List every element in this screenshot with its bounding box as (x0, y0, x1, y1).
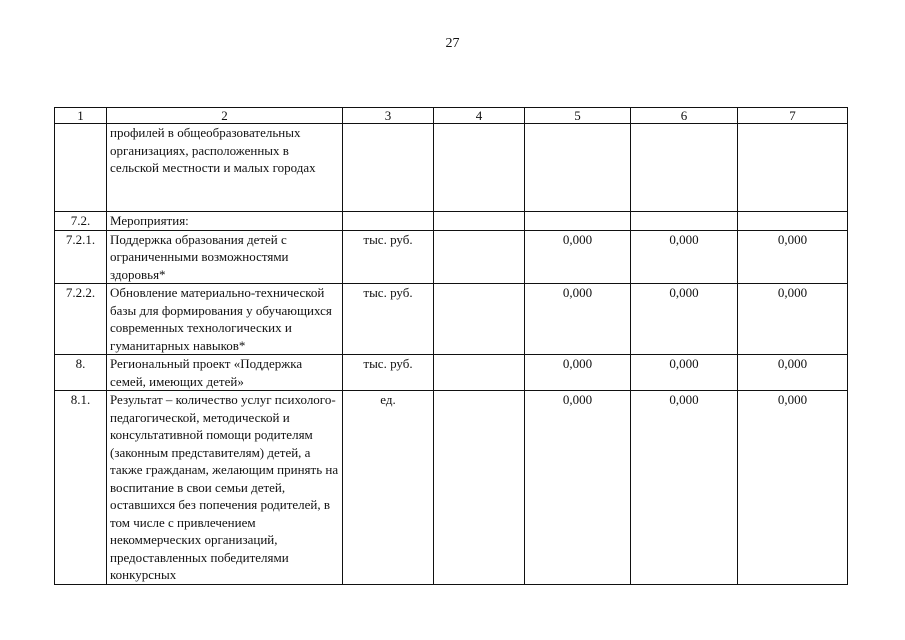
row-col5 (525, 124, 631, 212)
row-col4 (434, 230, 525, 284)
column-header-6: 6 (631, 108, 738, 124)
column-header-2: 2 (107, 108, 343, 124)
row-name: Результат – количество услуг психолого-педагогической, методической и консультативной помощи родителям (законным представителям) детей, а также гражданам, желающим принять на воспитание в свои семьи детей, оставшихся без попечения родителей, в том числе с привлечением некоммерческих организаций, предоставленных победителями конкурсных (107, 391, 343, 585)
row-name: профилей в общеобразовательных организациях, расположенных в сельской местности и малых городах (107, 124, 343, 212)
row-col6: 0,000 (631, 355, 738, 391)
row-unit: тыс. руб. (343, 230, 434, 284)
row-col7: 0,000 (738, 391, 848, 585)
row-col7: 0,000 (738, 284, 848, 355)
row-name: Региональный проект «Поддержка семей, имеющих детей» (107, 355, 343, 391)
column-header-1: 1 (55, 108, 107, 124)
row-number: 8. (55, 355, 107, 391)
table-row (55, 124, 848, 212)
page-number: 27 (445, 36, 460, 51)
row-col7: 0,000 (738, 230, 848, 284)
table-row (55, 212, 848, 231)
row-col6 (631, 124, 738, 212)
column-header-4: 4 (434, 108, 525, 124)
row-unit: тыс. руб. (343, 355, 434, 391)
row-col4 (434, 212, 525, 231)
row-unit (343, 124, 434, 212)
column-header-7: 7 (738, 108, 848, 124)
row-col6: 0,000 (631, 230, 738, 284)
table-row (55, 391, 848, 585)
row-number: 8.1. (55, 391, 107, 585)
data-table (54, 107, 848, 585)
row-unit: ед. (343, 391, 434, 585)
row-col5 (525, 212, 631, 231)
row-number (55, 124, 107, 212)
row-col6: 0,000 (631, 284, 738, 355)
row-unit: тыс. руб. (343, 284, 434, 355)
row-col7: 0,000 (738, 355, 848, 391)
column-header-5: 5 (525, 108, 631, 124)
table-row (55, 230, 848, 284)
row-col5: 0,000 (525, 284, 631, 355)
table-row (55, 284, 848, 355)
row-name: Поддержка образования детей с ограниченными возможностями здоровья* (107, 230, 343, 284)
row-name: Обновление материально-технической базы для формирования у обучающихся современных технологических и гуманитарных навыков* (107, 284, 343, 355)
row-col7 (738, 124, 848, 212)
row-number: 7.2.2. (55, 284, 107, 355)
row-col5: 0,000 (525, 391, 631, 585)
row-col4 (434, 355, 525, 391)
row-unit (343, 212, 434, 231)
row-col5: 0,000 (525, 355, 631, 391)
row-col6 (631, 212, 738, 231)
row-col7 (738, 212, 848, 231)
row-number: 7.2.1. (55, 230, 107, 284)
row-col4 (434, 391, 525, 585)
table-row (55, 355, 848, 391)
column-header-3: 3 (343, 108, 434, 124)
row-col4 (434, 284, 525, 355)
row-col6: 0,000 (631, 391, 738, 585)
row-col4 (434, 124, 525, 212)
header-row (55, 108, 848, 124)
row-number: 7.2. (55, 212, 107, 231)
row-name: Мероприятия: (107, 212, 343, 231)
row-col5: 0,000 (525, 230, 631, 284)
